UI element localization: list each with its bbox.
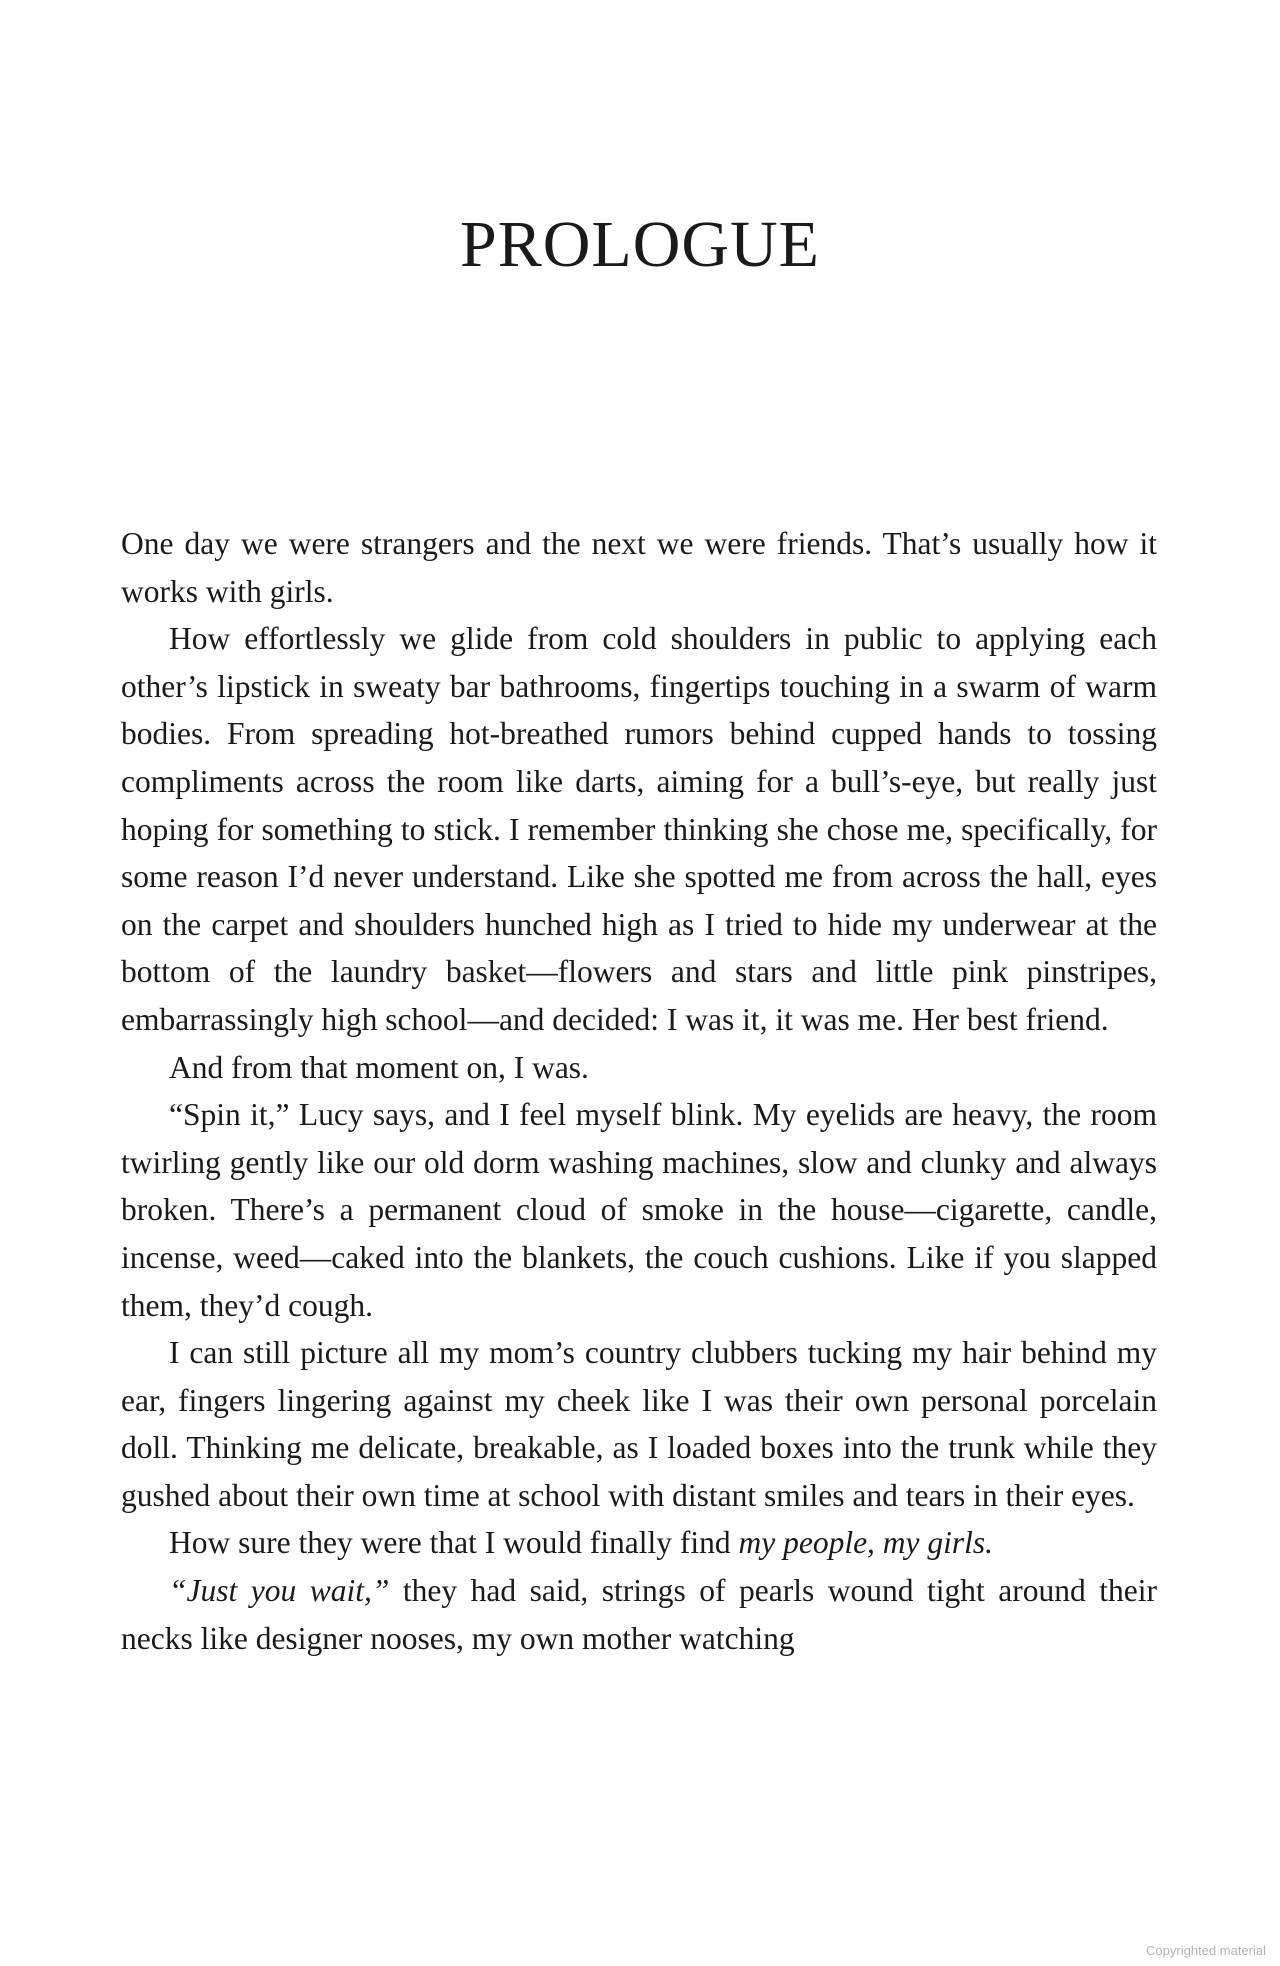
paragraph-text: they had said, strings of pearls wound tight around their necks like designer nooses, my own mother watching: [121, 1573, 1157, 1656]
paragraph-text: How sure they were that I would finally find: [169, 1525, 739, 1561]
paragraph-text: I can still picture all my mom’s country clubbers tucking my hair behind my ear, fingers lingering against my cheek like I was their own personal porcelain doll. Thinking me delicate, breakable, as I loaded boxes into the trunk while they gushed about their own time at school with distant smiles and tears in their eyes.: [121, 1335, 1157, 1513]
copyright-notice: Copyrighted material: [1146, 1943, 1266, 1958]
italic-phrase: my people, my girls.: [738, 1525, 994, 1561]
paragraph-4: [121, 1091, 1157, 1329]
paragraph-text: “Spin it,” Lucy says, and I feel myself blink. My eyelids are heavy, the room twirling gently like our old dorm washing machines, slow and clunky and always broken. There’s a permanent cloud of smoke in the house—cigarette, candle, incense, weed—caked into the blankets, the couch cushions. Like if you slapped them, they’d cough.: [121, 1097, 1157, 1323]
paragraph-3: [121, 1044, 1157, 1092]
italic-quote: “Just you wait,”: [169, 1573, 390, 1609]
paragraph-2: [121, 615, 1157, 1043]
chapter-body: [121, 520, 1157, 1662]
paragraph-text: One day we were strangers and the next we were friends. That’s usually how it works with girls.: [121, 526, 1157, 609]
paragraph-6: [121, 1519, 1157, 1567]
paragraph-1: [121, 520, 1157, 615]
paragraph-7: [121, 1567, 1157, 1662]
paragraph-text: And from that moment on, I was.: [169, 1049, 589, 1085]
paragraph-text: How effortlessly we glide from cold shoulders in public to applying each other’s lipstick in sweaty bar bathrooms, fingertips touching in a swarm of warm bodies. From spreading hot-breathed rumors behind cupped hands to tossing compliments across the room like darts, aiming for a bull’s-eye, but really just hoping for something to stick. I remember thinking she chose me, specifically, for some reason I’d never understand. Like she spotted me from across the hall, eyes on the carpet and shoulders hunched high as I tried to hide my underwear at the bottom of the laundry basket—flowers and stars and little pink pinstripes, embarrassingly high school—and decided: I was it, it was me. Her best friend.: [121, 621, 1157, 1037]
paragraph-5: [121, 1329, 1157, 1519]
chapter-title: PROLOGUE: [459, 208, 820, 281]
